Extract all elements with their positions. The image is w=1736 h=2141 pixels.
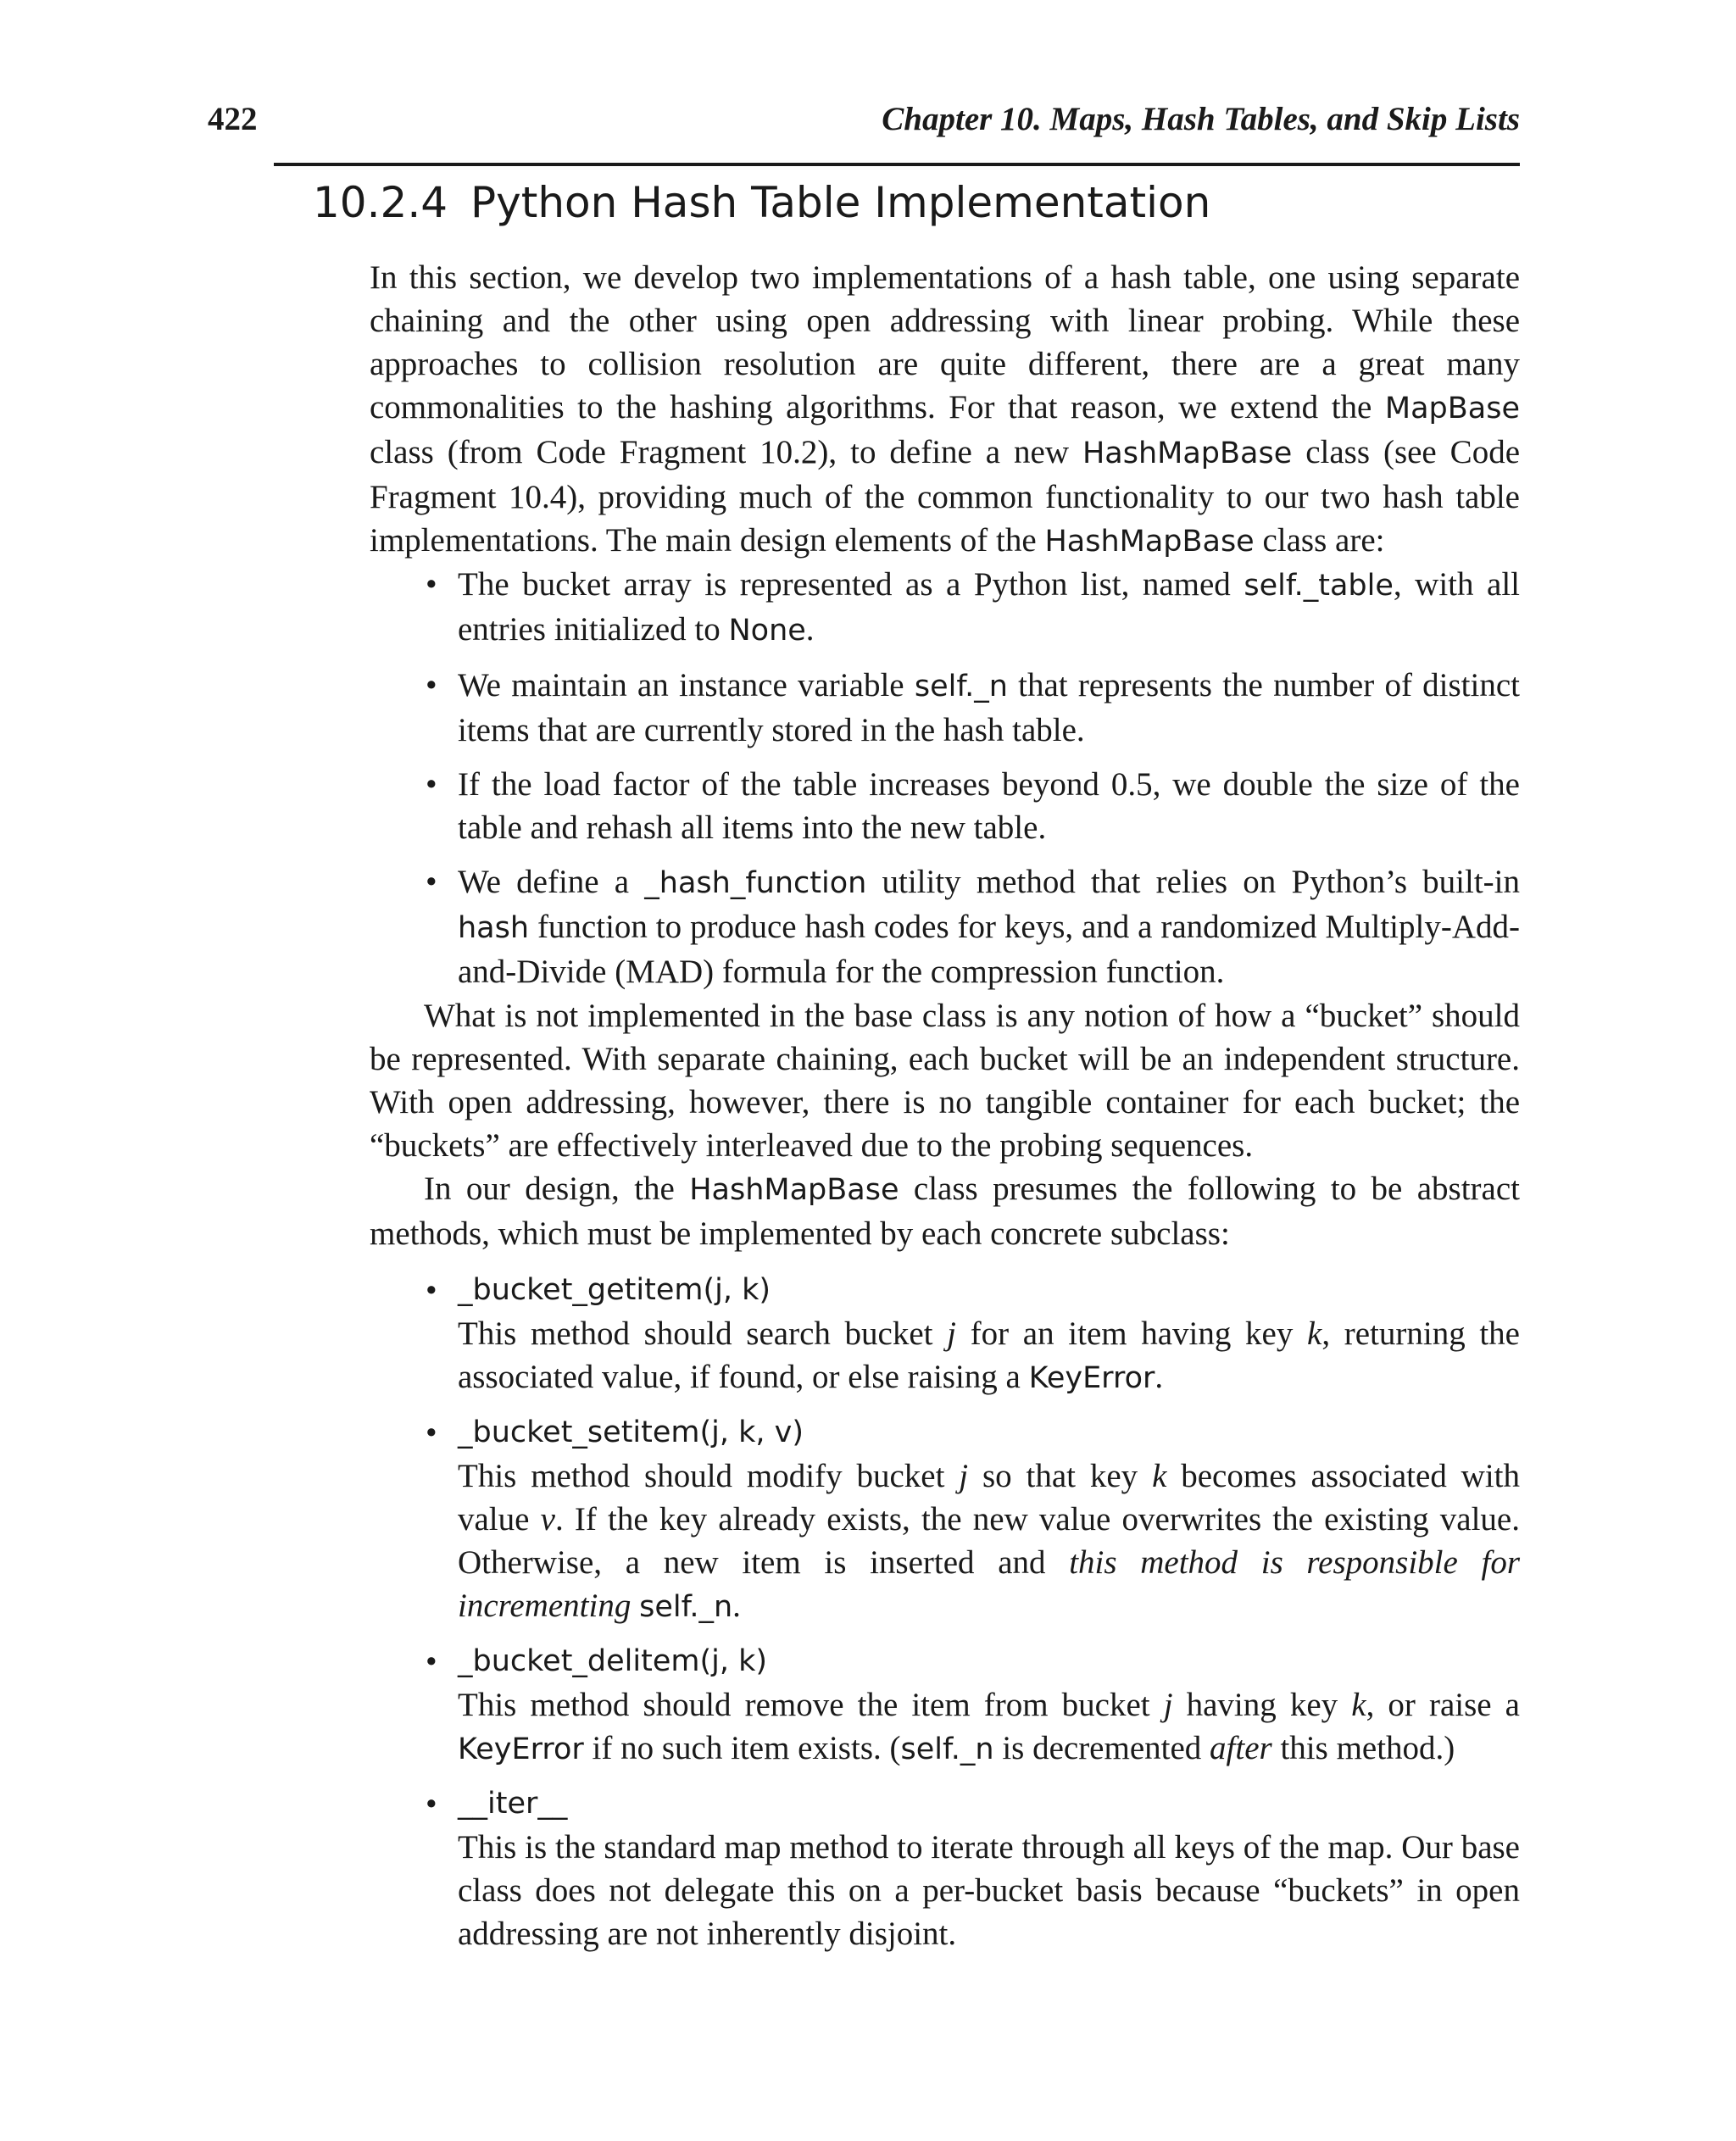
method-item	[370, 1269, 1520, 1400]
section-heading	[313, 178, 1210, 227]
abstract-methods-list	[370, 1269, 1520, 1955]
header-rule	[274, 163, 1520, 166]
method-signature: _bucket_setitem(j, k, v)	[458, 1415, 804, 1449]
method-signature: __iter__	[458, 1787, 568, 1821]
list-item: • We maintain an instance variable self._n that represents the number of distinct items that are currently stored in the hash table.	[370, 664, 1520, 752]
method-item	[370, 1782, 1520, 1955]
chapter-title: Chapter 10. Maps, Hash Tables, and Skip Lists	[882, 101, 1520, 137]
bullet-icon: •	[426, 1786, 437, 1822]
bucket-paragraph: What is not implemented in the base class is any notion of how a “bucket” should be represented. With separate chaining, each bucket will be an independent structure. With open addressing, however, there is no tangible container for each bucket; the “buckets” are effectively interleaved due to the probing sequences.	[370, 998, 1520, 1164]
bullet-icon: •	[426, 1272, 437, 1309]
section-title: Python Hash Table Implementation	[470, 178, 1211, 227]
bullet-icon: •	[426, 667, 437, 703]
method-item	[370, 1411, 1520, 1629]
page-number: 422	[208, 101, 258, 137]
code-hashmapbase: HashMapBase	[1044, 525, 1255, 559]
method-description: This is the standard map method to iterate through all keys of the map. Our base class does not delegate this on a per-bucket basis because “buckets” in open addressing are not inherently disjoint.	[458, 1829, 1520, 1952]
list-item: • If the load factor of the table increases beyond 0.5, we double the size of the table and rehash all items into the new table.	[370, 763, 1520, 849]
method-signature: _bucket_getitem(j, k)	[458, 1273, 771, 1307]
method-description: This method should search bucket j for an item having key k, returning the associated value, if found, or else raising a KeyError.	[458, 1315, 1520, 1395]
running-header	[208, 95, 1520, 146]
bullet-icon: •	[426, 1643, 437, 1680]
design-paragraph: In our design, the HashMapBase class presumes the following to be abstract methods, which must be implemented by each concrete subclass:	[370, 1171, 1520, 1252]
bullet-icon: •	[426, 766, 437, 803]
method-description: This method should remove the item from bucket j having key k, or raise a KeyError if no such item exists. (self._n is decremented after this method.)	[458, 1687, 1520, 1766]
method-signature: _bucket_delitem(j, k)	[458, 1644, 768, 1678]
bullet-icon: •	[426, 566, 437, 603]
list-item: • The bucket array is represented as a Python list, named self._table, with all entries initialized to None.	[370, 563, 1520, 653]
section-number: 10.2.4	[313, 178, 448, 227]
method-description: This method should modify bucket j so that key k becomes associated with value v. If the key already exists, the new value overwrites the existing value. Otherwise, a new item is inserted and this method is responsible for incrementing self._n.	[458, 1458, 1521, 1624]
code-mapbase: MapBase	[1384, 392, 1520, 425]
method-item	[370, 1640, 1520, 1771]
list-item: • We define a _hash_function utility method that relies on Python’s built-in hash function to produce hash codes for keys, and a randomized Multiply-Add-and-Divide (MAD) formula for the compression function.	[370, 860, 1520, 993]
intro-paragraph: In this section, we develop two implementations of a hash table, one using separate chaining and the other using open addressing with linear probing. While these approaches to collision resolution are quite different, there are a great many commonalities to the hashing algorithms. For that reason, we extend the MapBase class (from Code Fragment 10.2), to define a new HashMapBase class (see Code Fragment 10.4), providing much of the common functionality to our two hash table implementations. The main design elements of the HashMapBase class are:	[370, 259, 1521, 559]
code-hashmapbase: HashMapBase	[1082, 437, 1293, 470]
bullet-icon: •	[426, 1415, 437, 1451]
bullet-icon: •	[426, 864, 437, 900]
design-elements-list	[370, 563, 1520, 993]
